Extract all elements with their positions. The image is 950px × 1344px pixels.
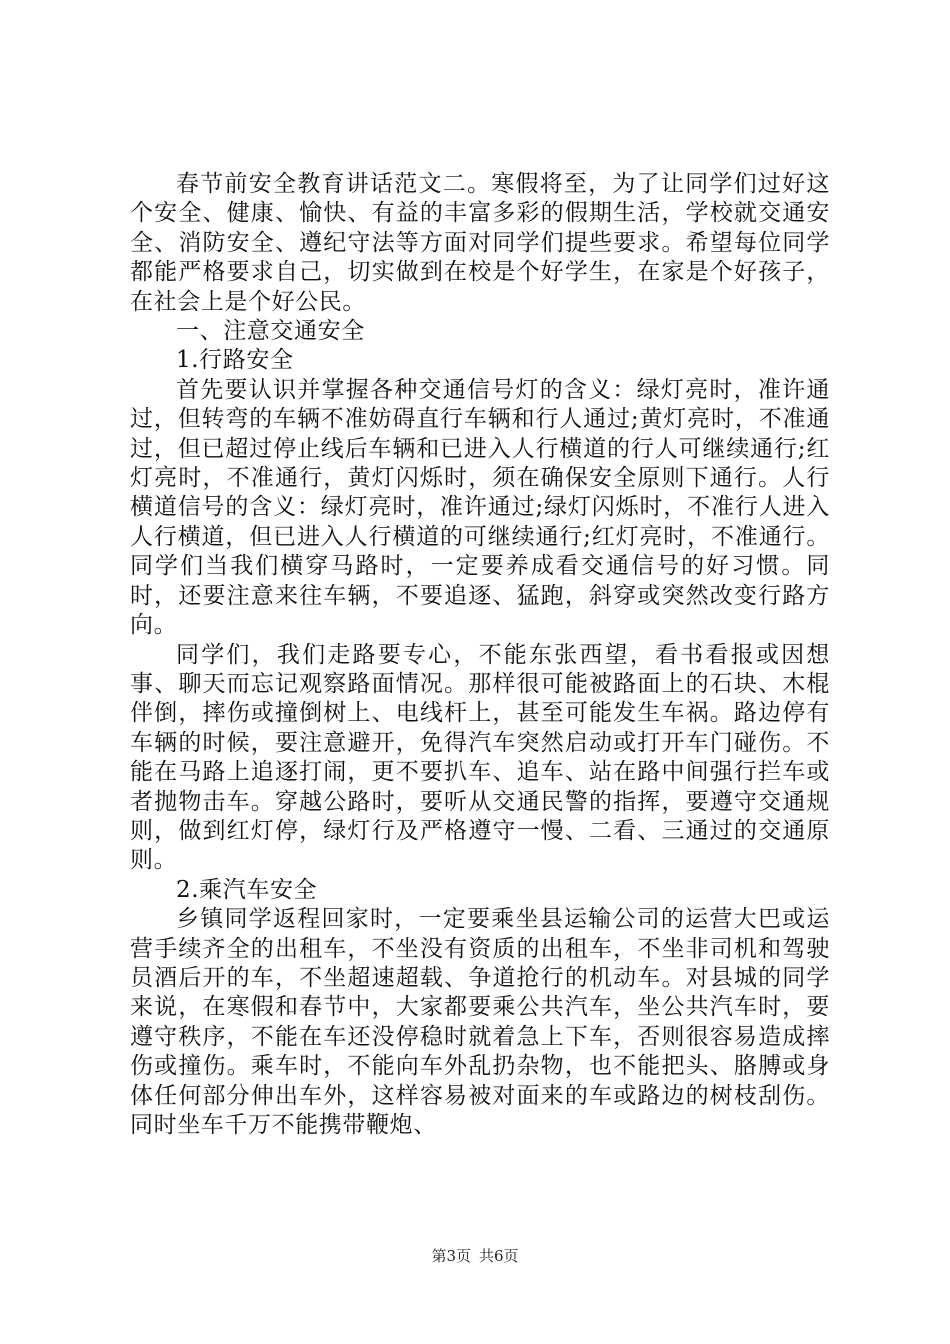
subheading-bus-safety: 2.乘汽车安全 xyxy=(176,876,318,903)
section-heading-traffic-safety: 一、注意交通安全 xyxy=(176,318,365,345)
walking-attention-paragraph: 同学们，我们走路要专心，不能东张西望，看书看报或因想事、聊天而忘记观察路面情况。那样很可能被路面上的石块、木棍伴倒，摔伤或撞倒树上、电线杆上，甚至可能发生车祸。路边停有车辆的时候，要注意避开，免得汽车突然启动或打开车门碰伤。不能在马路上追逐打闹，更不要扒车、追车、站在路中间强行拦车或者抛物击车。穿越公路时，要听从交通民警的指挥，要遵守交通规则，做到红灯停，绿灯行及严格遵守一慢、二看、三通过的交通原则。 xyxy=(130,641,830,874)
page-number: 第3页 xyxy=(431,1247,471,1265)
subheading-walking-safety: 1.行路安全 xyxy=(176,347,294,374)
intro-paragraph: 春节前安全教育讲话范文二。寒假将至，为了让同学们过好这个安全、健康、愉快、有益的丰富多彩的假期生活，学校就交通安全、消防安全、遵纪守法等方面对同学们提些要求。希望每位同学都能严格要求自己，切实做到在校是个好学生，在家是个好孩子，在社会上是个好公民。 xyxy=(130,171,830,315)
document-body xyxy=(130,170,830,1140)
page-footer xyxy=(0,1246,950,1266)
traffic-signal-paragraph: 首先要认识并掌握各种交通信号灯的含义：绿灯亮时，准许通过，但转弯的车辆不准妨碍直行车辆和行人通过;黄灯亮时，不准通过，但已超过停止线后车辆和已进入人行横道的行人可继续通行;红灯亮时，不准通行，黄灯闪烁时，须在确保安全原则下通行。人行横道信号的含义：绿灯亮时，准许通过;绿灯闪烁时，不准行人进入人行横道，但已进入人行横道的可继续通行;红灯亮时，不准通行。同学们当我们横穿马路时，一定要养成看交通信号的好习惯。同时，还要注意来往车辆，不要追逐、猛跑，斜穿或突然改变行路方向。 xyxy=(130,376,830,639)
bus-safety-paragraph: 乡镇同学返程回家时，一定要乘坐县运输公司的运营大巴或运营手续齐全的出租车，不坐没有资质的出租车，不坐非司机和驾驶员酒后开的车，不坐超速超载、争道抢行的机动车。对县城的同学来说，在寒假和春节中，大家都要乘公共汽车，坐公共汽车时，要遵守秩序，不能在车还没停稳时就着急上下车，否则很容易造成摔伤或撞伤。乘车时，不能向车外乱扔杂物，也不能把头、胳膊或身体任何部分伸出车外，这样容易被对面来的车或路边的树枝刮伤。同时坐车千万不能携带鞭炮、 xyxy=(130,906,830,1138)
page-total: 共6页 xyxy=(479,1247,519,1265)
